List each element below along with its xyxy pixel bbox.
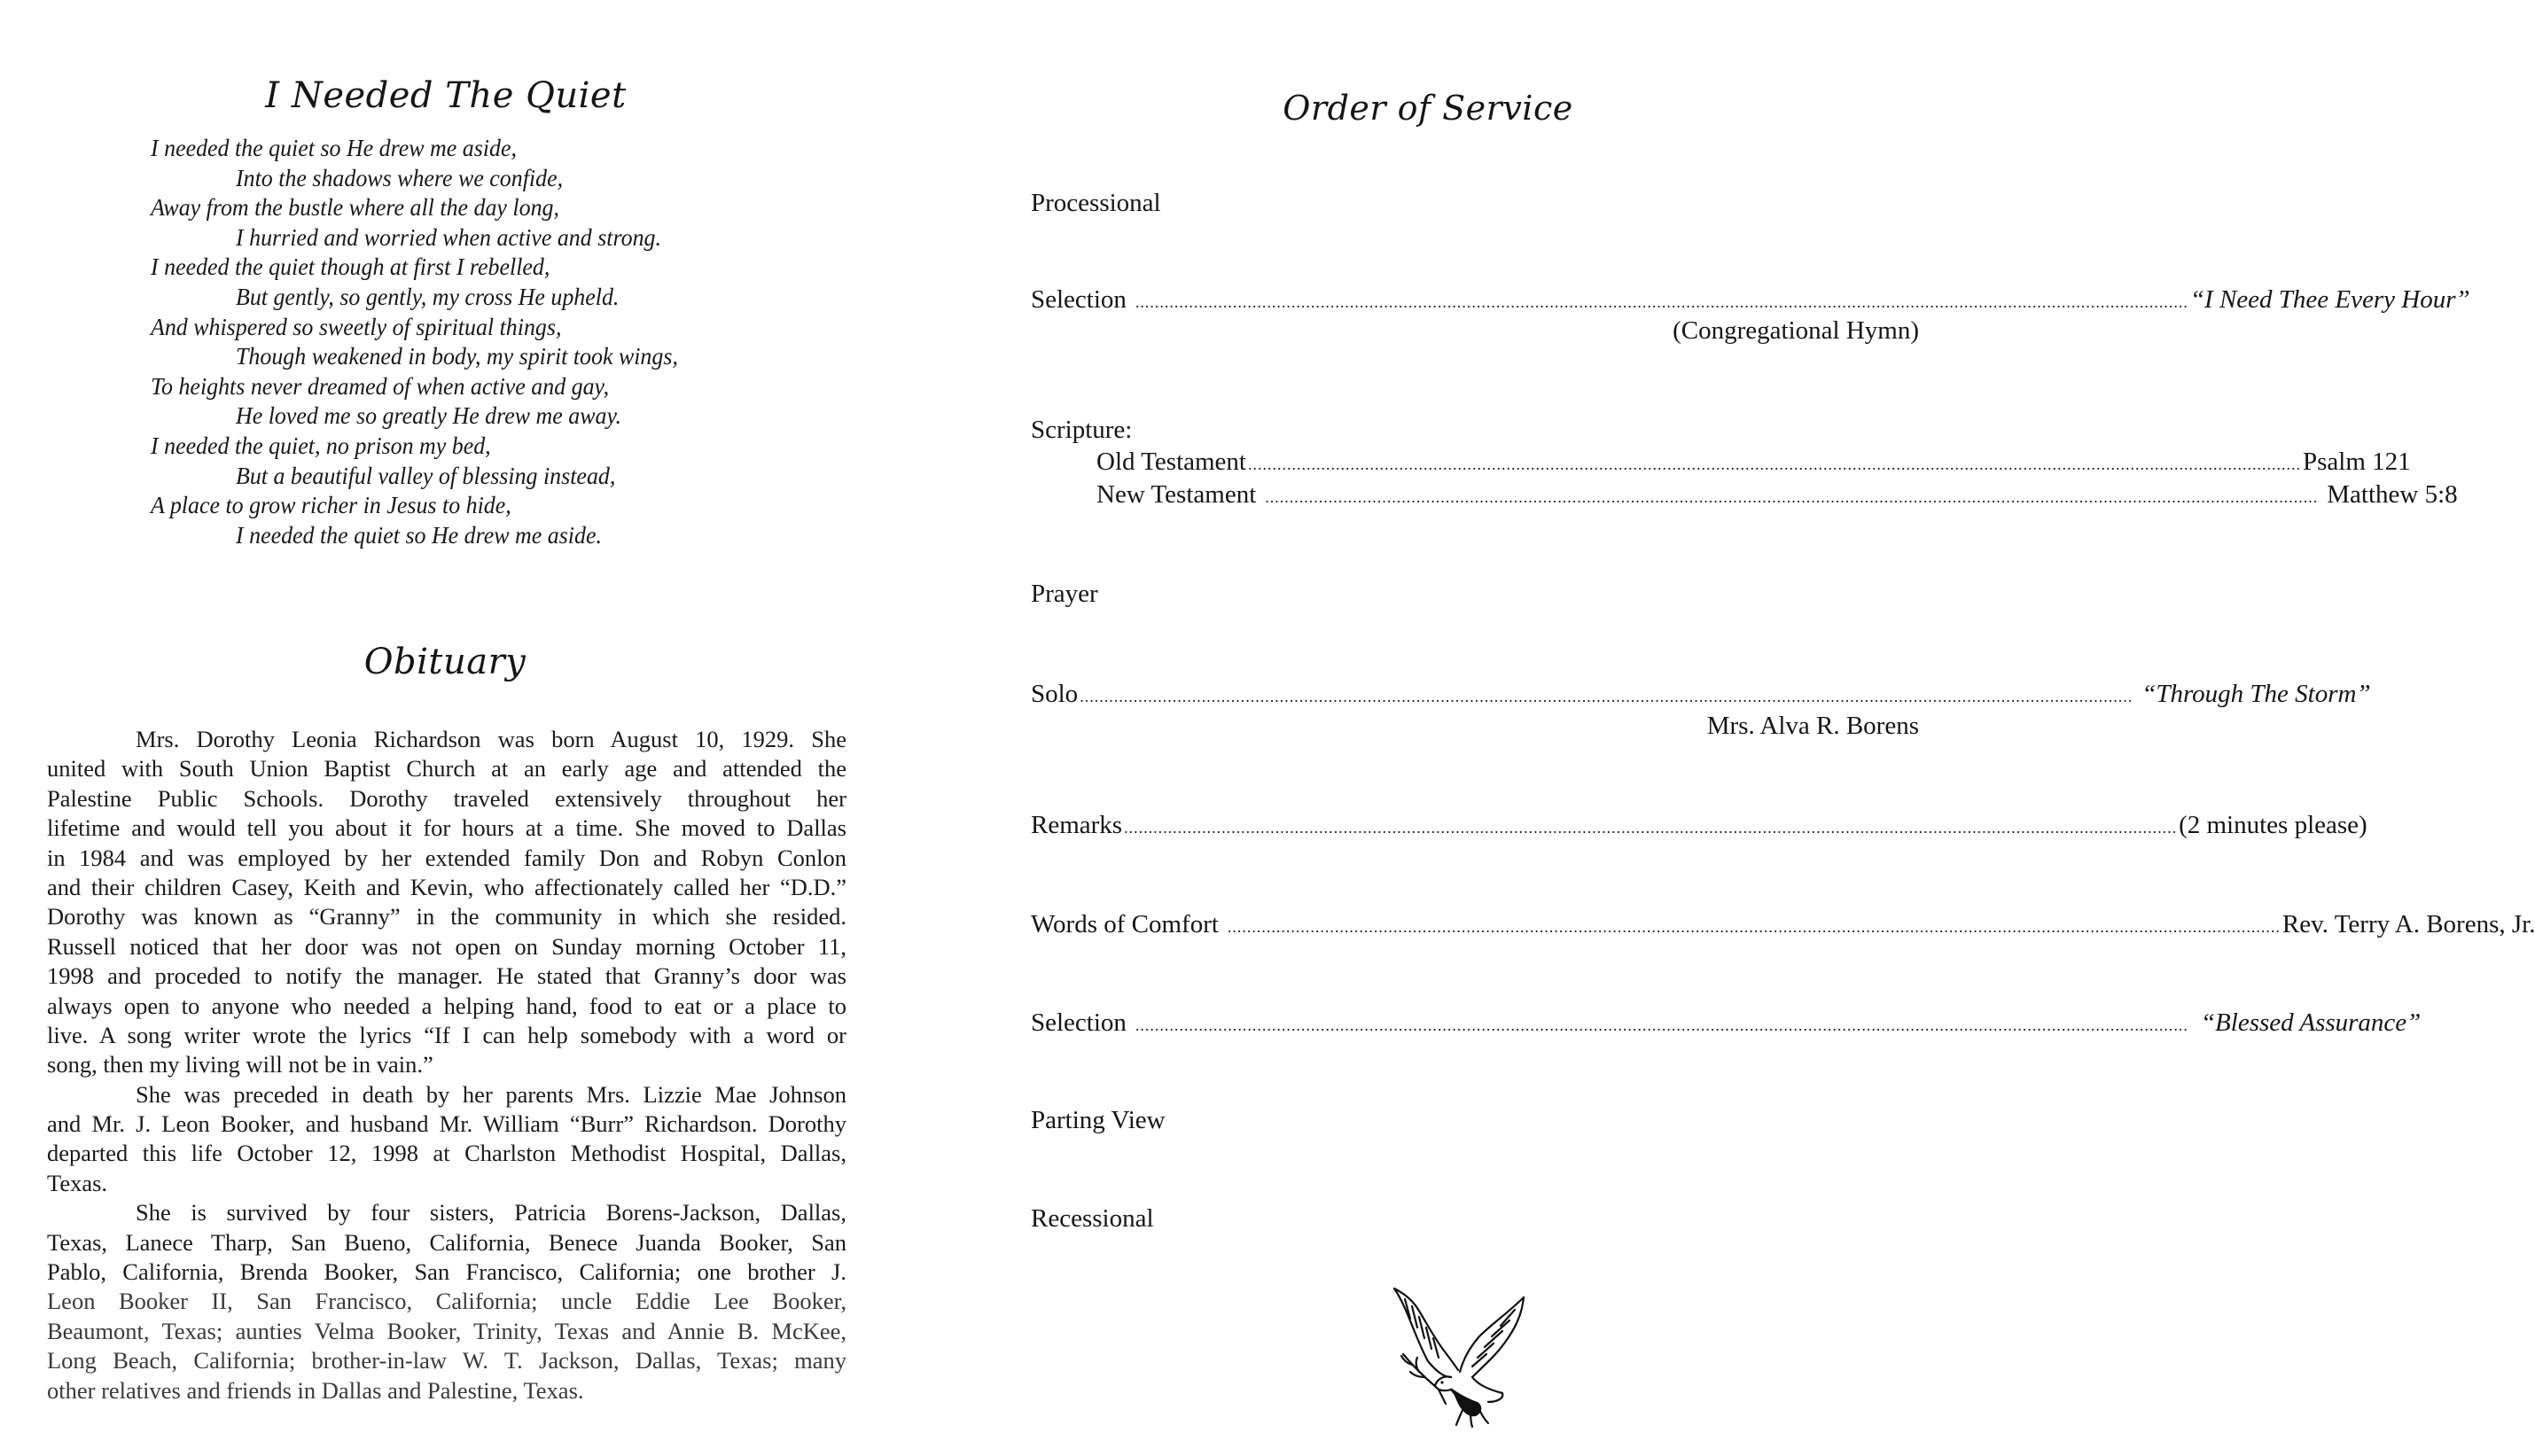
order-of-service-title: Order of Service: [1283, 89, 1573, 128]
service-item-performer: [1707, 711, 1919, 741]
obituary-line: She is survived by four sisters, Patricia Borens-Jackson, Dallas,: [136, 1199, 846, 1226]
service-item-value: (2 minutes please): [2179, 811, 2367, 839]
obituary-line: song, then my living will not be in vain.”: [47, 1051, 433, 1078]
poem-line: To heights never dreamed of when active and gay,: [151, 372, 610, 400]
obituary-line: Long Beach, California; brother-in-law W. T. Jackson, Dallas, Texas; many: [47, 1347, 846, 1374]
solo-performer: Mrs. Alva R. Borens: [1706, 712, 1919, 740]
poem-line: Into the shadows where we confide,: [236, 164, 564, 191]
obituary-line: departed this life October 12, 1998 at Charlston Methodist Hospital, Dallas,: [47, 1140, 846, 1167]
right-page: [933, 0, 2535, 1456]
poem-line: And whispered so sweetly of spiritual things,: [151, 313, 562, 340]
poem-line: He loved me so greatly He drew me away.: [236, 402, 622, 430]
poem-line: But a beautiful valley of blessing instead,: [236, 462, 616, 489]
poem-line: But gently, so gently, my cross He upheld.: [236, 283, 620, 310]
service-item-note: [1673, 315, 1919, 346]
service-item-remarks: [1031, 810, 2367, 843]
obituary-line: Palestine Public Schools. Dorothy traveled extensively throughout her: [47, 784, 846, 812]
obituary-line: Mrs. Dorothy Leonia Richardson was born August 10, 1929. She: [136, 726, 846, 752]
obituary-line: in 1984 and was employed by her extended family Don and Robyn Conlon: [47, 844, 846, 871]
service-item-processional: [1031, 188, 1161, 218]
obituary-line: lifetime and would tell you about it for hours at a time. She moved to Dallas: [47, 814, 846, 842]
service-item-old-testament: [1096, 447, 2411, 479]
obituary-line: other relatives and friends in Dallas and Palestine, Texas.: [47, 1376, 584, 1404]
dot-leader: [1135, 1010, 2188, 1040]
service-item-label: Processional: [1031, 189, 1161, 217]
service-item-value: “Through The Storm”: [2141, 680, 2371, 708]
service-item-label: Parting View: [1031, 1106, 1166, 1134]
service-item-value: “I Need Thee Every Hour”: [2189, 285, 2470, 314]
poem-line: Away from the bustle where all the day long,: [151, 194, 559, 222]
dot-leader: [1080, 681, 2133, 712]
obituary-line: and their children Casey, Keith and Kevin, who affectionately called her “D.D.”: [47, 873, 846, 900]
dot-leader: [1248, 449, 2301, 479]
obituary-line: 1998 and proceded to notify the manager. He stated that Granny’s door was: [47, 962, 846, 990]
obituary-line: live. A song writer wrote the lyrics “If I can help somebody with a word or: [47, 1021, 846, 1048]
obituary-line: She was preceded in death by her parents Mrs. Lizzie Mae Johnson: [136, 1080, 846, 1108]
left-page: [0, 0, 933, 1456]
service-item-selection-2: [1031, 1008, 2422, 1040]
dove-icon: [1359, 1273, 1536, 1432]
service-item-recessional: [1031, 1203, 1154, 1234]
dot-leader: [1265, 482, 2318, 512]
service-item-words-of-comfort: [1031, 909, 2535, 942]
dot-leader: [1135, 287, 2188, 317]
dot-leader: [1124, 813, 2177, 843]
service-item-label: New Testament: [1096, 480, 1257, 509]
service-item-label: Words of Comfort: [1031, 910, 1219, 938]
service-item-label: Recessional: [1031, 1204, 1154, 1233]
service-item-label: Scripture:: [1031, 416, 1133, 444]
obituary-line: Leon Booker II, San Francisco, California; uncle Eddie Lee Booker,: [47, 1288, 846, 1315]
service-item-value: Psalm 121: [2303, 448, 2411, 476]
obituary-line: Beaumont, Texas; aunties Velma Booker, Trinity, Texas and Annie B. McKee,: [47, 1317, 846, 1344]
service-item-label: Prayer: [1031, 580, 1098, 608]
poem-line: A place to grow richer in Jesus to hide,: [151, 492, 511, 519]
service-item-solo: [1031, 679, 2371, 712]
obituary-line: Dorothy was known as “Granny” in the community in which she resided.: [47, 903, 846, 930]
service-item-label: Solo: [1031, 680, 1079, 708]
obituary-line: united with South Union Baptist Church at an early age and attended the: [47, 755, 846, 783]
poem-line: I needed the quiet, no prison my bed,: [151, 432, 491, 459]
poem-title: I Needed The Quiet: [265, 75, 627, 116]
service-item-label: Selection: [1031, 1008, 1127, 1037]
obituary-line: Pablo, California, Brenda Booker, San Francisco, California; one brother J.: [47, 1258, 846, 1286]
service-item-label: Remarks: [1031, 811, 1123, 839]
poem-line: Though weakened in body, my spirit took wings,: [236, 343, 678, 370]
hymn-note: (Congregational Hymn): [1673, 316, 1919, 345]
obituary-line: Texas, Lanece Tharp, San Bueno, California, Benece Juanda Booker, San: [47, 1228, 846, 1256]
obituary-line: and Mr. J. Leon Booker, and husband Mr. William “Burr” Richardson. Dorothy: [47, 1110, 846, 1138]
service-item-parting-view: [1031, 1105, 1166, 1135]
obituary-line: always open to anyone who needed a helping hand, food to eat or a place to: [47, 992, 846, 1019]
poem-line: I needed the quiet so He drew me aside,: [151, 135, 517, 161]
poem-line: I needed the quiet so He drew me aside.: [236, 521, 602, 549]
service-item-prayer: [1031, 579, 1098, 609]
poem-line: I needed the quiet though at first I rebelled,: [151, 253, 550, 281]
dot-leader: [1228, 912, 2281, 942]
service-item-value: “Blessed Assurance”: [2200, 1008, 2422, 1037]
service-item-value: Matthew 5:8: [2327, 480, 2458, 509]
poem: [151, 134, 860, 550]
obituary-title: Obituary: [363, 642, 526, 682]
service-item-label: Old Testament: [1096, 448, 1246, 476]
service-item-selection-1: [1031, 284, 2470, 317]
obituary-line: Russell noticed that her door was not open on Sunday morning October 11,: [47, 932, 846, 960]
service-item-new-testament: [1096, 479, 2458, 512]
obituary-line: Texas.: [47, 1169, 108, 1196]
obituary-text: [47, 725, 846, 1405]
service-item-scripture: [1031, 415, 1132, 445]
poem-line: I hurried and worried when active and strong.: [236, 223, 661, 251]
service-item-label: Selection: [1031, 285, 1127, 314]
service-item-value: Rev. Terry A. Borens, Jr.: [2282, 910, 2535, 938]
